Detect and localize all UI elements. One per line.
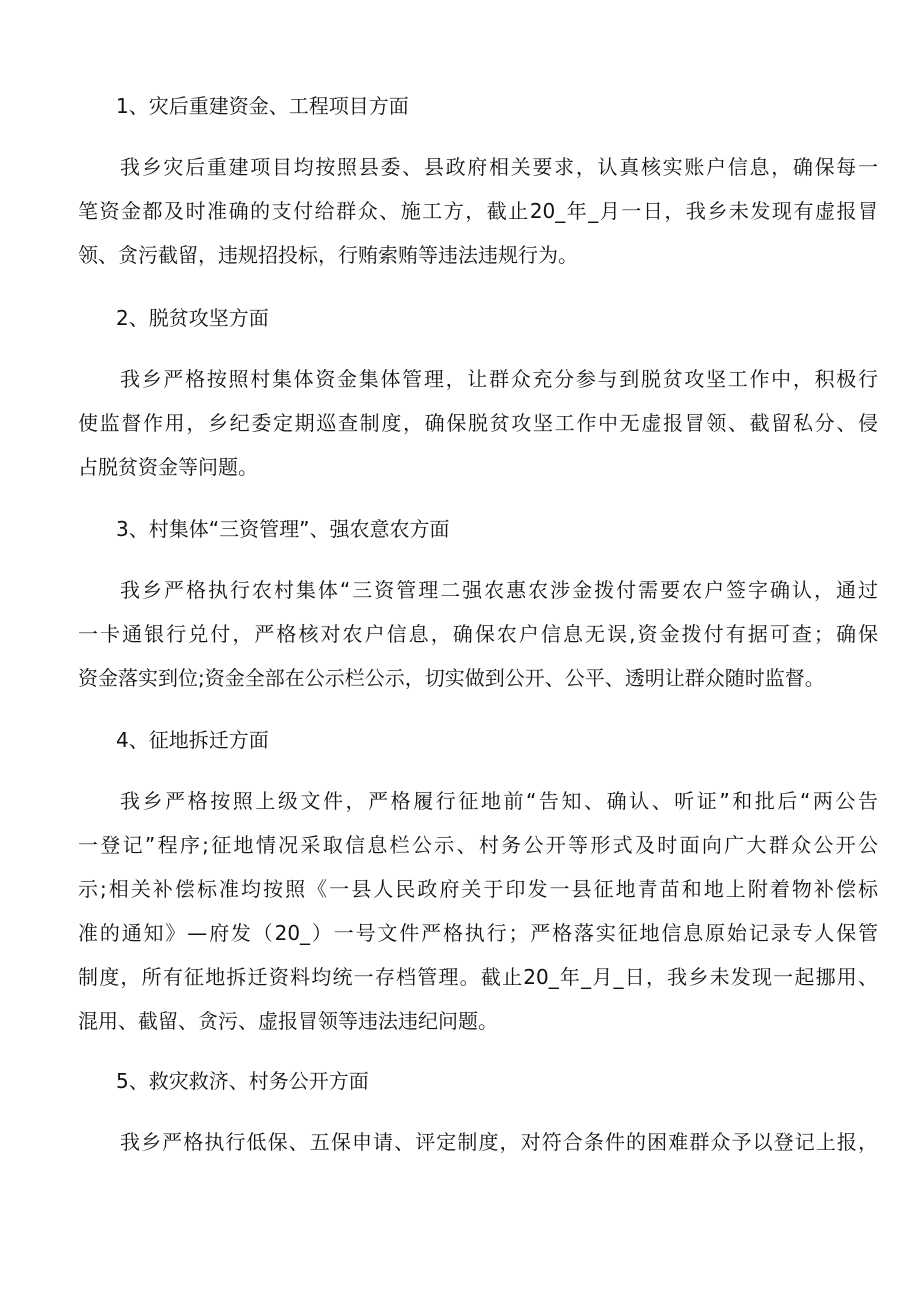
paragraph-line: 一卡通银行兑付，严格核对农户信息，确保农户信息无误,资金拨付有据可查；确保 [78, 622, 878, 646]
section-paragraph-4 [78, 779, 878, 1043]
paragraph-line: 占脱贫资金等问题。 [78, 455, 258, 479]
section-paragraph-1 [78, 145, 878, 277]
paragraph-line: 使监督作用，乡纪委定期巡查制度，确保脱贫攻坚工作中无虚报冒领、截留私分、侵 [78, 411, 878, 435]
paragraph-line: 我乡严格执行低保、五保申请、评定制度，对符合条件的困难群众予以登记上报， [120, 1130, 878, 1154]
paragraph-line: 我乡严格按照上级文件，严格履行征地前“告知、确认、听证”和批后“两公告 [120, 789, 878, 813]
section-paragraph-3 [78, 568, 878, 700]
paragraph-line: 领、贪污截留，违规招投标，行贿索贿等违法违规行为。 [78, 243, 578, 267]
section-heading-4: 4、征地拆迁方面 [116, 728, 269, 752]
paragraph-line: 笔资金都及时准确的支付给群众、施工方，截止20_年_月一日，我乡未发现有虚报冒 [78, 199, 878, 223]
paragraph-line: 准的通知》—府发（20_）一号文件严格执行；严格落实征地信息原始记录专人保管 [78, 921, 878, 945]
paragraph-line: 示;相关补偿标准均按照《一县人民政府关于印发一县征地青苗和地上附着物补偿标 [78, 877, 878, 901]
paragraph-line: 混用、截留、贪污、虚报冒领等违法违纪问题。 [78, 1009, 498, 1033]
section-heading-3: 3、村集体“三资管理”、强农意农方面 [116, 517, 450, 541]
section-paragraph-2 [78, 357, 878, 489]
paragraph-line: 一登记”程序;征地情况采取信息栏公示、村务公开等形式及时面向广大群众公开公 [78, 833, 878, 857]
paragraph-line: 制度，所有征地拆迁资料均统一存档管理。截止20_年_月_日，我乡未发现一起挪用、 [78, 965, 878, 989]
section-heading-1: 1、灾后重建资金、工程项目方面 [116, 94, 409, 118]
section-heading-2: 2、脱贫攻坚方面 [116, 306, 269, 330]
section-paragraph-5 [78, 1120, 878, 1164]
section-heading-5: 5、救灾救济、村务公开方面 [116, 1069, 369, 1093]
paragraph-line: 我乡严格执行农村集体“三资管理二强农惠农涉金拨付需要农户签字确认，通过 [120, 578, 878, 602]
paragraph-line: 我乡严格按照村集体资金集体管理，让群众充分参与到脱贫攻坚工作中，积极行 [120, 367, 878, 391]
paragraph-line: 资金落实到位;资金全部在公示栏公示，切实做到公开、公平、透明让群众随时监督。 [78, 666, 825, 690]
paragraph-line: 我乡灾后重建项目均按照县委、县政府相关要求，认真核实账户信息，确保每一 [120, 155, 878, 179]
